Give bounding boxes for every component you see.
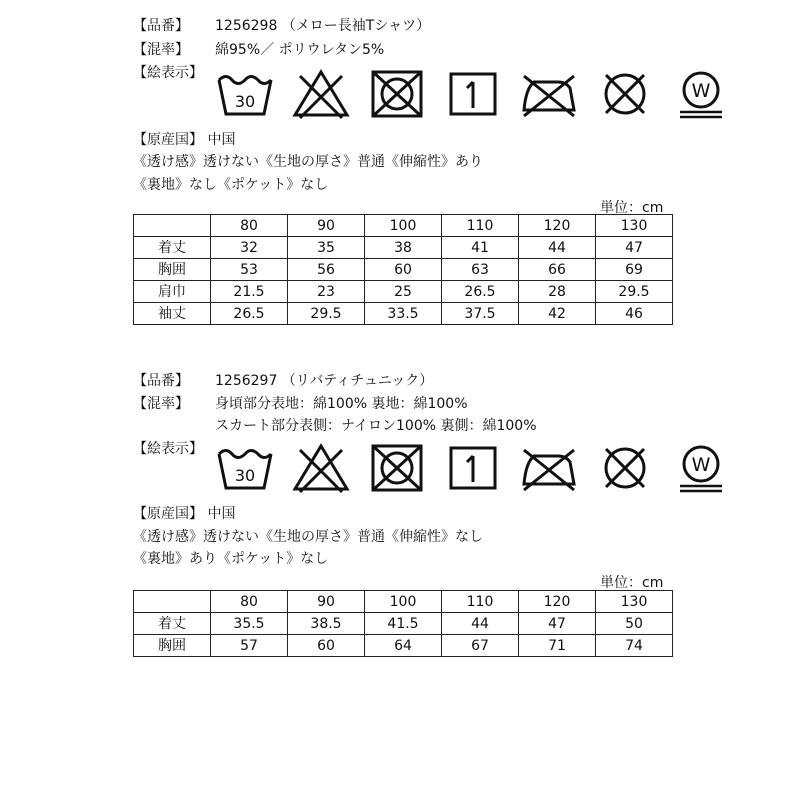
no-bleach-icon xyxy=(292,442,350,494)
corner-cell xyxy=(134,215,211,237)
table-cell: 53 xyxy=(211,259,288,281)
table-cell: 38.5 xyxy=(288,613,365,635)
size-table xyxy=(133,590,673,657)
material-line xyxy=(133,395,468,413)
size-header: 80 xyxy=(211,591,288,613)
size-header: 100 xyxy=(365,215,442,237)
table-row xyxy=(134,635,673,657)
table-cell: 28 xyxy=(519,281,596,303)
table-cell: 46 xyxy=(596,303,673,325)
table-cell: 67 xyxy=(442,635,519,657)
wash-30-icon xyxy=(216,442,274,494)
size-header: 110 xyxy=(442,215,519,237)
size-header-row xyxy=(134,591,673,613)
line-dry-icon xyxy=(444,68,502,120)
attributes-line-2: 《裏地》なし《ポケット》なし xyxy=(133,177,329,193)
row-label: 着丈 xyxy=(134,613,211,635)
row-label: 胸囲 xyxy=(134,259,211,281)
material-label: 【混率】 xyxy=(133,396,189,412)
size-header: 120 xyxy=(519,215,596,237)
wash-30-icon xyxy=(216,68,274,120)
care-label-line xyxy=(133,440,203,458)
table-cell: 71 xyxy=(519,635,596,657)
material-value-2: スカート部分表側：ナイロン100% 裏側：綿100% xyxy=(215,418,537,434)
size-table xyxy=(133,214,673,325)
size-header: 130 xyxy=(596,591,673,613)
table-cell: 60 xyxy=(365,259,442,281)
table-cell: 25 xyxy=(365,281,442,303)
care-label: 【絵表示】 xyxy=(133,441,203,457)
table-cell: 35 xyxy=(288,237,365,259)
line-dry-icon xyxy=(444,442,502,494)
item-number-value: 1256297 （リバティチュニック） xyxy=(215,373,434,389)
table-row xyxy=(134,237,673,259)
table-cell: 66 xyxy=(519,259,596,281)
item-number-line xyxy=(133,17,431,35)
table-cell: 38 xyxy=(365,237,442,259)
care-label: 【絵表示】 xyxy=(133,65,203,81)
row-label: 胸囲 xyxy=(134,635,211,657)
size-header: 110 xyxy=(442,591,519,613)
table-cell: 37.5 xyxy=(442,303,519,325)
size-header: 80 xyxy=(211,215,288,237)
table-cell: 74 xyxy=(596,635,673,657)
origin-line: 【原産国】 中国 xyxy=(133,132,236,148)
table-cell: 29.5 xyxy=(596,281,673,303)
attributes-line-1: 《透け感》透けない《生地の厚さ》普通《伸縮性》あり xyxy=(133,154,483,170)
table-cell: 44 xyxy=(519,237,596,259)
table-cell: 63 xyxy=(442,259,519,281)
row-label: 肩巾 xyxy=(134,281,211,303)
care-icons xyxy=(216,442,730,494)
size-header-row xyxy=(134,215,673,237)
corner-cell xyxy=(134,591,211,613)
wet-clean-letter: W xyxy=(691,80,711,102)
table-cell: 42 xyxy=(519,303,596,325)
size-header: 90 xyxy=(288,591,365,613)
table-cell: 57 xyxy=(211,635,288,657)
table-cell: 47 xyxy=(596,237,673,259)
table-cell: 41.5 xyxy=(365,613,442,635)
table-cell: 26.5 xyxy=(211,303,288,325)
origin-line: 【原産国】 中国 xyxy=(133,506,236,522)
item-number-label: 【品番】 xyxy=(133,18,189,34)
attributes-line-2: 《裏地》あり《ポケット》なし xyxy=(133,551,329,567)
material-label: 【混率】 xyxy=(133,42,189,58)
material-value: 身頃部分表地：綿100% 裏地：綿100% xyxy=(215,396,468,412)
size-header: 120 xyxy=(519,591,596,613)
no-bleach-icon xyxy=(292,68,350,120)
size-header: 130 xyxy=(596,215,673,237)
material-line xyxy=(133,41,385,59)
table-cell: 23 xyxy=(288,281,365,303)
table-cell: 35.5 xyxy=(211,613,288,635)
item-number-value: 1256298 （メロー長袖Tシャツ） xyxy=(215,18,431,34)
table-cell: 44 xyxy=(442,613,519,635)
table-cell: 47 xyxy=(519,613,596,635)
unit-label: 単位：cm xyxy=(600,575,664,591)
table-cell: 32 xyxy=(211,237,288,259)
attributes-line-1: 《透け感》透けない《生地の厚さ》普通《伸縮性》なし xyxy=(133,529,483,545)
table-cell: 69 xyxy=(596,259,673,281)
table-cell: 60 xyxy=(288,635,365,657)
table-row xyxy=(134,281,673,303)
table-row xyxy=(134,259,673,281)
unit-label: 単位：cm xyxy=(600,200,664,216)
no-dry-clean-icon xyxy=(596,442,654,494)
size-header: 90 xyxy=(288,215,365,237)
care-icons xyxy=(216,68,730,120)
wet-clean-icon xyxy=(672,68,730,120)
table-cell: 29.5 xyxy=(288,303,365,325)
table-row xyxy=(134,303,673,325)
no-dry-clean-icon xyxy=(596,68,654,120)
table-cell: 41 xyxy=(442,237,519,259)
table-cell: 64 xyxy=(365,635,442,657)
no-iron-icon xyxy=(520,442,578,494)
row-label: 袖丈 xyxy=(134,303,211,325)
item-number-label: 【品番】 xyxy=(133,373,189,389)
table-row xyxy=(134,613,673,635)
table-cell: 21.5 xyxy=(211,281,288,303)
table-cell: 26.5 xyxy=(442,281,519,303)
row-label: 着丈 xyxy=(134,237,211,259)
size-header: 100 xyxy=(365,591,442,613)
material-value: 綿95%／ ポリウレタン5% xyxy=(215,42,385,58)
no-tumble-dry-icon xyxy=(368,442,426,494)
wet-clean-letter: W xyxy=(691,454,711,476)
care-label-line xyxy=(133,64,203,82)
no-iron-icon xyxy=(520,68,578,120)
table-cell: 33.5 xyxy=(365,303,442,325)
no-tumble-dry-icon xyxy=(368,68,426,120)
wash-temp-text: 30 xyxy=(234,92,256,111)
wash-temp-text: 30 xyxy=(234,466,256,485)
item-number-line xyxy=(133,372,434,390)
wet-clean-icon xyxy=(672,442,730,494)
table-cell: 56 xyxy=(288,259,365,281)
table-cell: 50 xyxy=(596,613,673,635)
